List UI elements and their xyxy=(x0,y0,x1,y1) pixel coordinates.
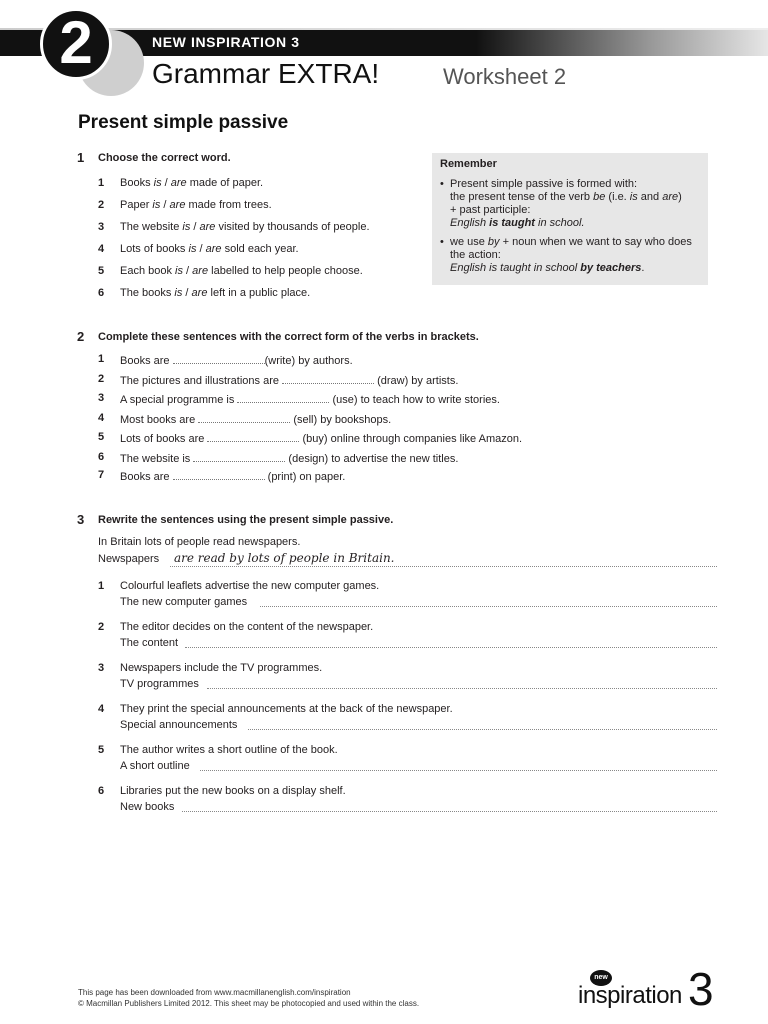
example-answer: are read by lots of people in Britain. xyxy=(174,551,395,565)
option-is[interactable]: is xyxy=(153,177,162,189)
option-is[interactable]: is xyxy=(174,287,183,299)
logo-word: inspiration xyxy=(578,982,682,1009)
option-is[interactable]: is xyxy=(175,265,183,277)
answer-blank[interactable] xyxy=(237,392,329,403)
option-are[interactable]: are xyxy=(191,287,208,299)
option-is[interactable]: is xyxy=(182,221,191,233)
answer-blank[interactable] xyxy=(282,373,374,384)
exercise-1-instruction: Choose the correct word. xyxy=(98,152,231,164)
option-are[interactable]: are xyxy=(170,177,187,189)
item-number: 2 xyxy=(98,621,105,633)
answer-blank[interactable] xyxy=(198,412,290,423)
answer-line[interactable] xyxy=(185,637,717,648)
option-is[interactable]: is xyxy=(152,199,161,211)
main-title: Grammar EXTRA! xyxy=(152,58,380,89)
item-number: 5 xyxy=(98,265,105,277)
answer-blank[interactable] xyxy=(207,431,299,442)
answer-line[interactable] xyxy=(248,719,717,730)
answer-blank[interactable] xyxy=(173,469,265,480)
item-number: 6 xyxy=(98,287,105,299)
option-is[interactable]: is xyxy=(188,243,197,255)
option-are[interactable]: are xyxy=(192,265,209,277)
item-number: 2 xyxy=(98,199,105,211)
answer-line[interactable] xyxy=(182,801,717,812)
answer-line[interactable] xyxy=(207,678,717,689)
unit-number: 2 xyxy=(59,9,93,76)
footer xyxy=(78,987,419,1009)
item-number: 6 xyxy=(98,785,105,797)
item-number: 1 xyxy=(98,177,105,189)
item-number: 6 xyxy=(98,451,105,463)
footer-source: This page has been downloaded from www.macmillanenglish.com/inspiration xyxy=(78,988,351,997)
option-are[interactable]: are xyxy=(169,199,186,211)
answer-blank[interactable] xyxy=(193,451,285,462)
item-number: 5 xyxy=(98,431,105,443)
exercise-2-number: 2 xyxy=(77,329,85,344)
item-number: 4 xyxy=(98,243,105,255)
item-number: 5 xyxy=(98,744,105,756)
option-are[interactable]: are xyxy=(199,221,216,233)
item-number: 3 xyxy=(98,392,105,404)
exercise-2-instruction: Complete these sentences with the correct form of the verbs in brackets. xyxy=(98,331,479,343)
item-number: 3 xyxy=(98,221,105,233)
item-number: 1 xyxy=(98,580,105,592)
footer-copyright: © Macmillan Publishers Limited 2012. This sheet may be photocopied and used within the class. xyxy=(78,999,420,1008)
exercise-3-instruction: Rewrite the sentences using the present simple passive. xyxy=(98,514,394,526)
remember-box xyxy=(432,153,708,285)
inspiration-logo xyxy=(578,964,728,1014)
option-are[interactable]: are xyxy=(205,243,222,255)
item-number: 4 xyxy=(98,412,105,424)
answer-blank[interactable] xyxy=(173,353,265,364)
worksheet-label: Worksheet 2 xyxy=(443,64,567,89)
item-number: 1 xyxy=(98,353,105,365)
item-number: 7 xyxy=(98,469,105,481)
answer-line[interactable] xyxy=(260,596,717,607)
item-number: 3 xyxy=(98,662,105,674)
exercise-1-number: 1 xyxy=(77,150,85,165)
remember-bullet-1: • Present simple passive is formed with: the present tense of the verb be (i.e. is and are) + past participle: English is taught in school. xyxy=(440,178,700,230)
answer-line xyxy=(170,556,717,567)
item-number: 4 xyxy=(98,703,105,715)
item-number: 2 xyxy=(98,373,105,385)
logo-badge: new xyxy=(590,970,612,986)
answer-line[interactable] xyxy=(200,760,717,771)
exercise-3-number: 3 xyxy=(77,512,85,527)
section-title: Present simple passive xyxy=(78,112,289,133)
remember-bullet-2: • we use by + noun when we want to say who does the action: English is taught in school by teachers. xyxy=(440,236,700,275)
series-title: NEW INSPIRATION 3 xyxy=(152,34,300,50)
remember-title: Remember xyxy=(440,158,497,170)
logo-number: 3 xyxy=(688,963,714,1015)
